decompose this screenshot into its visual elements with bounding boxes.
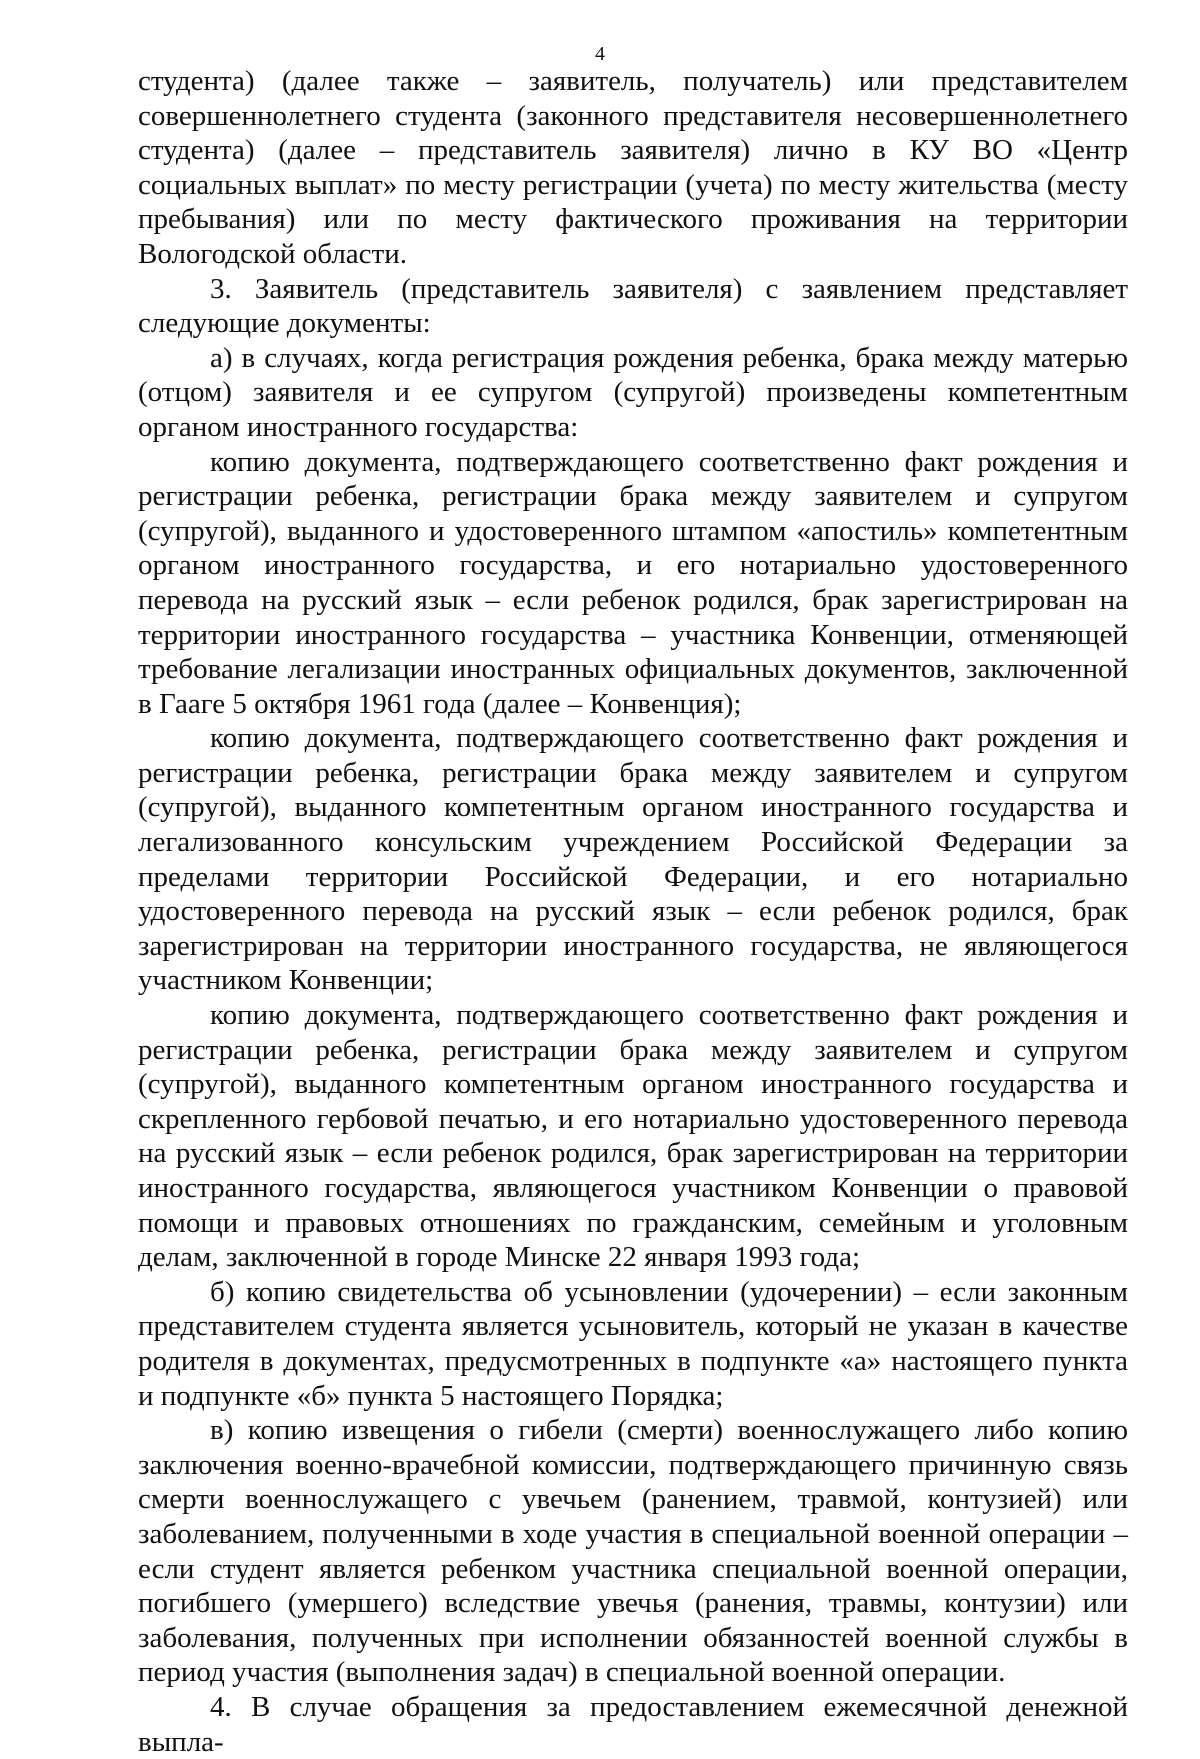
- paragraph-item-3: 3. Заявитель (представитель заявителя) с заявлением представляет следующие документы:: [138, 272, 1128, 340]
- paragraph-minsk-convention-copy: копию документа, подтверждающего соответственно факт рождения и регистрации ребенка, регистрации брака между заявителем и супругом (супругой), выданного компетентным органом иностранного государства и скрепленного гербовой печатью, и его нотариально удостоверенного перевода на русский язык – если ребенок родился, брак зарегистрирован на территории иностранного государства, являющегося участником Конвенции о правовой помощи и правовых отношениях по гражданским, семейным и уголовным делам, заключенной в городе Минске 22 января 1993 года;: [138, 999, 1128, 1274]
- paragraph-continuation: студента) (далее также – заявитель, получатель) или представителем совершеннолетнего студента (законного представителя несовершеннолетнего студента) (далее – представитель заявителя) лично в КУ ВО «Центр социальных выплат» по месту регистрации (учета) по месту жительства (месту пребывания) или по месту фактического проживания на территории Вологодской области.: [138, 65, 1128, 270]
- paragraph-apostille-copy: копию документа, подтверждающего соответственно факт рождения и регистрации ребенка, регистрации брака между заявителем и супругом (супругой), выданного и удостоверенного штампом «апостиль» компетентным органом иностранного государства, и его нотариально удостоверенного перевода на русский язык – если ребенок родился, брак зарегистрирован на территории иностранного государства – участника Конвенции, отменяющей требование легализации иностранных официальных документов, заключенной в Гааге 5 октября 1961 года (далее – Конвенция);: [138, 445, 1128, 720]
- paragraph-item-4: 4. В случае обращения за предоставлением ежемесячной денежной выпла-: [138, 1690, 1128, 1758]
- paragraph-subitem-a: а) в случаях, когда регистрация рождения ребенка, брака между матерью (отцом) заявителя и ее супругом (супругой) произведены компетентным органом иностранного государства:: [138, 341, 1128, 443]
- paragraph-legalized-copy: копию документа, подтверждающего соответственно факт рождения и регистрации ребенка, регистрации брака между заявителем и супругом (супругой), выданного компетентным органом иностранного государства и легализованного консульским учреждением Российской Федерации за пределами территории Российской Федерации, и его нотариально удостоверенного перевода на русский язык – если ребенок родился, брак зарегистрирован на территории иностранного государства, не являющегося участником Конвенции;: [138, 722, 1128, 997]
- paragraph-subitem-v: в) копию извещения о гибели (смерти) военнослужащего либо копию заключения военно-врачебной комиссии, подтверждающего причинную связь смерти военнослужащего с увечьем (ранением, травмой, контузией) или заболеванием, полученными в ходе участия в специальной военной операции – если студент является ребенком участника специальной военной операции, погибшего (умершего) вследствие увечья (ранения, травмы, контузии) или заболевания, полученных при исполнении обязанностей военной службы в период участия (выполнения задач) в специальной военной операции.: [138, 1414, 1128, 1689]
- page-number: 4: [595, 43, 605, 65]
- paragraph-subitem-b: б) копию свидетельства об усыновлении (удочерении) – если законным представителем студента является усыновитель, который не указан в качестве родителя в документах, предусмотренных в подпункте «а» настоящего пункта и подпункте «б» пункта 5 настоящего Порядка;: [138, 1275, 1128, 1412]
- document-body: [138, 64, 1128, 1759]
